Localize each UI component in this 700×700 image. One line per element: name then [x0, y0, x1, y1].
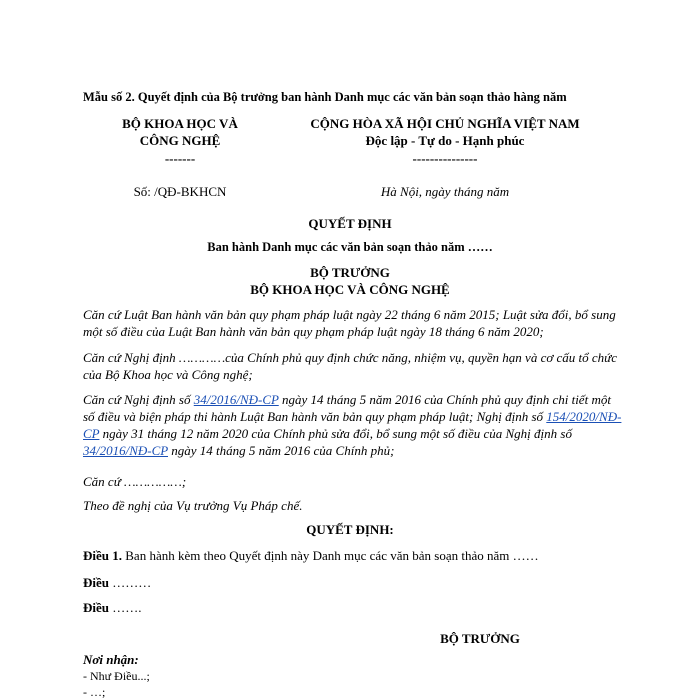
signature-title: BỘ TRƯỞNG — [440, 631, 520, 646]
article-2-label: Điều — [83, 575, 109, 590]
form-title: Mẫu số 2. Quyết định của Bộ trưởng ban hành Danh mục các văn bản soạn thảo hàng năm — [83, 90, 567, 104]
basis-paragraph-1: Căn cứ Luật Ban hành văn bản quy phạm pháp luật ngày 22 tháng 6 năm 2015; Luật sửa đổi, bổ sung một số điều của Luật Ban hành văn bản quy phạm pháp luật ngày 18 tháng 6 năm 2020; — [83, 307, 616, 339]
recipient-item-2: - …; — [83, 685, 106, 699]
recipient-item-1: - Như Điều...; — [83, 669, 150, 683]
article-2 — [83, 575, 151, 591]
document-subtitle: Ban hành Danh mục các văn bản soạn thảo năm …… — [207, 240, 493, 254]
basis-paragraph-2: Căn cứ Nghị định …………của Chính phủ quy định chức năng, nhiệm vụ, quyền hạn và cơ cấu tổ chức của Bộ Khoa học và Công nghệ; — [83, 350, 618, 382]
decree-link-154-2020[interactable]: 154/2020/NĐ-CP — [83, 409, 622, 441]
authority-line1: BỘ TRƯỞNG — [310, 265, 390, 280]
basis-p3-text-a: Căn cứ Nghị định số — [83, 392, 194, 407]
national-motto: Độc lập - Tự do - Hạnh phúc — [365, 133, 525, 148]
recipients-label: Nơi nhận: — [83, 652, 139, 667]
decree-link-34-2016[interactable]: 34/2016/NĐ-CP — [193, 392, 279, 407]
decree-link-34-2016-second[interactable]: 34/2016/NĐ-CP — [83, 443, 168, 458]
basis-p3-text-d: ngày 14 tháng 5 năm 2016 của Chính phủ; — [168, 443, 395, 458]
article-1-label: Điều 1. — [83, 548, 122, 563]
article-2-text: ……… — [109, 575, 152, 590]
article-3-label: Điều — [83, 600, 109, 615]
place-date: Hà Nội, ngày tháng năm — [380, 184, 510, 199]
decision-heading: QUYẾT ĐỊNH: — [306, 522, 394, 537]
right-divider: --------------- — [412, 151, 478, 166]
document-title: QUYẾT ĐỊNH — [308, 216, 392, 231]
basis-paragraph-5: Theo đề nghị của Vụ trưởng Vụ Pháp chế. — [83, 498, 303, 513]
left-divider: ------- — [164, 151, 196, 166]
article-1 — [83, 548, 539, 564]
document-number: Số: /QĐ-BKHCN — [133, 184, 227, 199]
basis-paragraph-4: Căn cứ ……………; — [83, 474, 187, 489]
authority-line2: BỘ KHOA HỌC VÀ CÔNG NGHỆ — [250, 282, 450, 297]
article-3 — [83, 600, 142, 616]
basis-paragraph-3 — [83, 391, 623, 459]
ministry-name-line1: BỘ KHOA HỌC VÀ — [122, 116, 238, 131]
article-3-text: ……. — [109, 600, 142, 615]
article-1-text: Ban hành kèm theo Quyết định này Danh mục các văn bản soạn thảo năm …… — [122, 548, 539, 563]
country-name: CỘNG HÒA XÃ HỘI CHỦ NGHĨA VIỆT NAM — [310, 116, 580, 131]
basis-p3-text-c: ngày 31 tháng 12 năm 2020 của Chính phủ sửa đổi, bổ sung một số điều của Nghị định số — [99, 426, 572, 441]
ministry-name-line2: CÔNG NGHỆ — [139, 133, 221, 148]
basis-p3-text-b: ngày 14 tháng 5 năm 2016 của Chính phủ quy định chi tiết một số điều và biện pháp thi hành Luật Ban hành văn bản quy phạm pháp luật; Nghị định số — [83, 392, 611, 424]
